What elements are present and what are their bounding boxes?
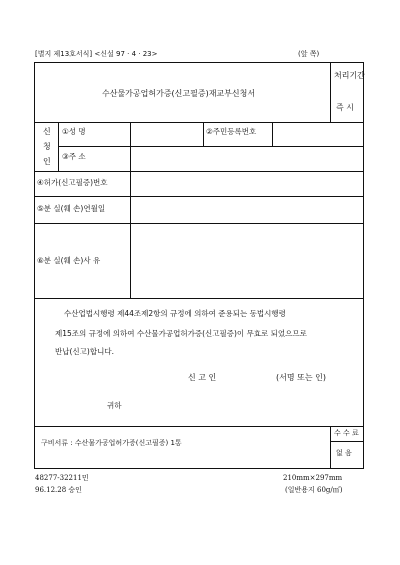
loss-reason-field[interactable]: [131, 224, 363, 297]
footer-approval-date: 96.12.28 승인: [35, 486, 82, 494]
form-title: 수산물가공업허가증(신고필증)재교부신청서: [102, 89, 256, 98]
addressee-label: 귀하: [107, 401, 122, 410]
statement-line-1: 수산업법시행령 제44조제2항의 규정에 의하여 준용되는 동법시행령: [64, 309, 286, 318]
license-number-label: ④허가(신고필증)번호: [37, 178, 108, 187]
title-divider: [330, 62, 331, 122]
fee-inner-line: [330, 441, 364, 442]
footer-code: 48277-32211민: [35, 474, 89, 482]
signature-label[interactable]: (서명 또는 인): [276, 373, 326, 382]
footer-paper-weight: (일반용지 60g/㎡): [285, 486, 343, 494]
address-label: ③주 소: [62, 152, 86, 161]
loss-date-field[interactable]: [131, 197, 363, 222]
applicant-label-1: 신: [43, 127, 51, 136]
page-side-label: (앞 쪽): [298, 50, 320, 58]
applicant-label-3: 인: [43, 157, 51, 166]
license-number-field[interactable]: [131, 172, 363, 195]
form-number: [별지 제13호서식] <신설 97 · 4 · 23>: [35, 50, 158, 58]
loss-reason-label: ⑥분 실(훼 손)사 유: [37, 256, 101, 265]
fee-value: 없 음: [336, 449, 352, 457]
applicant-label-2: 청: [43, 142, 51, 151]
rrn-label: ②주민등록번호: [206, 127, 257, 136]
processing-period-label: 처리기간: [334, 71, 365, 80]
rrn-field[interactable]: [273, 123, 363, 145]
footer-paper-size: 210mm×297mm: [283, 474, 343, 482]
name-field[interactable]: [131, 123, 202, 145]
statement-line-2: 제15조의 규정에 의하여 수산물가공업허가증(신고필증)이 무효로 되었으므로: [55, 329, 307, 338]
statement-line-3: 반납(신고)합니다.: [55, 347, 114, 356]
loss-date-label: ⑤분 실(훼 손)연월일: [37, 204, 106, 213]
address-field[interactable]: [131, 147, 363, 170]
processing-period-value: 즉 시: [336, 103, 354, 112]
signer-label: 신 고 인: [188, 373, 217, 382]
loss-reason-row-bottom: [34, 298, 364, 299]
rrn-left-divider: [203, 122, 204, 146]
fee-label: 수 수 료: [334, 429, 359, 437]
fee-divider: [330, 426, 331, 469]
statement-bottom-line: [34, 426, 364, 427]
attachments-label: 구비서류 : 수산물가공업허가증(신고필증) 1통: [41, 439, 182, 447]
name-label: ①성 명: [62, 127, 86, 136]
